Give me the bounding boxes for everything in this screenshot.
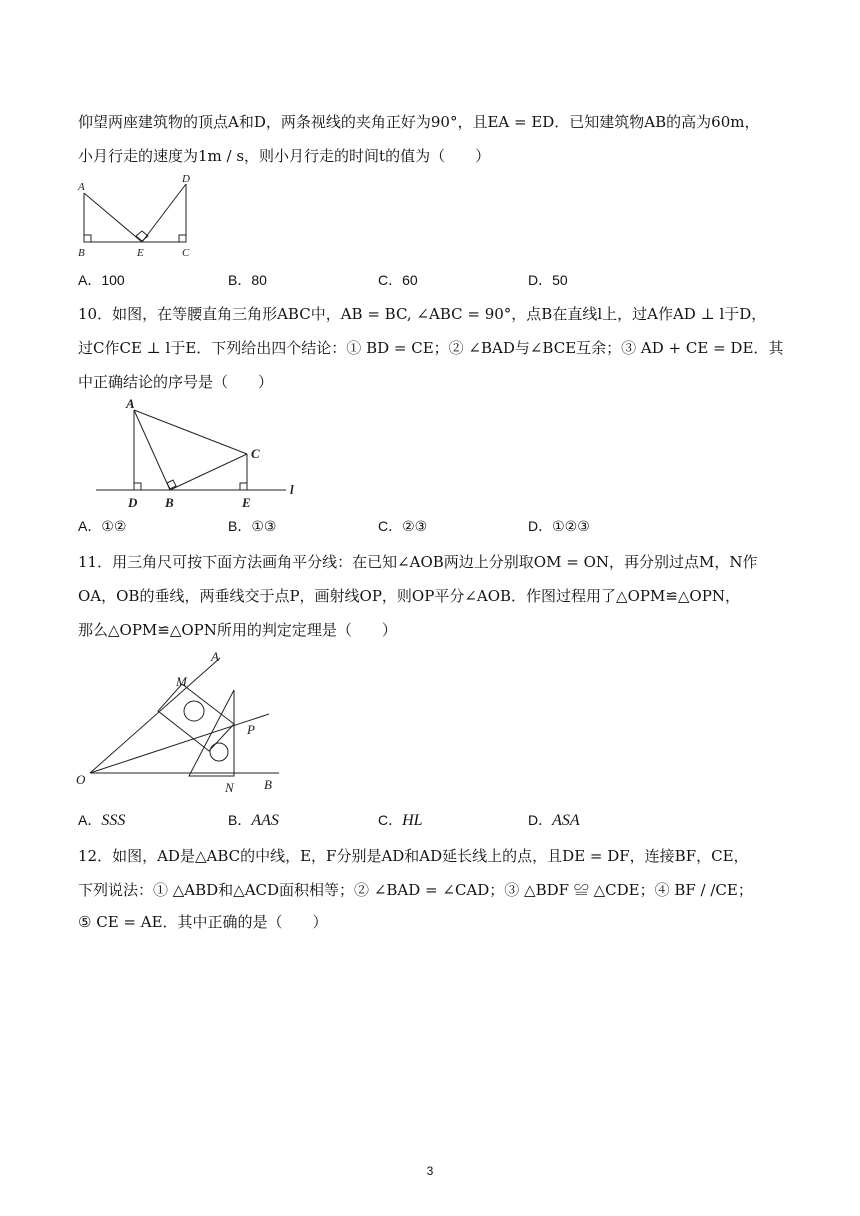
q11-label-m: M (176, 674, 187, 689)
q9-text-line2: 小月行走的速度为1m / s，则小月行走的时间t的值为（ ） (78, 147, 491, 165)
q11-option-b-value: AAS (251, 812, 279, 829)
q10-label-d: D (128, 495, 138, 510)
q11-option-a[interactable] (78, 810, 125, 831)
q11-option-a-letter: A． (78, 812, 102, 828)
q12-text-line2: 下列说法：① △ABD和△ACD面积相等；② ∠BAD = ∠CAD；③ △BDF ≌ △CDE；④ BF / /CE； (78, 881, 753, 899)
q10-text-line2: 过C作CE ⊥ l于E．下列给出四个结论：① BD = CE；② ∠BAD与∠BCE互余；③ AD + CE = DE．其 (78, 339, 784, 357)
q11-label-n: N (225, 780, 234, 795)
q10-label-l: l (290, 482, 294, 497)
q10-text-line3: 中正确结论的序号是（ ） (78, 373, 274, 391)
q9-label-e: E (137, 247, 144, 259)
q10-label-e: E (242, 495, 251, 510)
q11-label-p: P (247, 722, 255, 737)
q9-label-a: A (78, 181, 85, 193)
q9-label-d: D (182, 173, 190, 185)
q12-text-line3: ⑤ CE = AE．其中正确的是（ ） (78, 913, 328, 931)
q11-label-b: B (264, 777, 272, 792)
q11-option-c-value: HL (402, 812, 423, 829)
q11-label-o: O (76, 772, 86, 787)
q9-figure (76, 172, 206, 260)
q9-option-d[interactable]: D．50 (528, 272, 568, 288)
q9-option-a[interactable]: A．100 (78, 272, 125, 288)
q11-option-a-value: SSS (101, 812, 126, 829)
q9-option-b[interactable]: B．80 (228, 272, 267, 288)
q11-figure (74, 648, 294, 798)
q11-option-c-letter: C． (378, 812, 403, 828)
q10-label-c: C (251, 446, 260, 461)
q10-option-b[interactable]: B．①③ (228, 518, 277, 534)
q11-options (78, 810, 778, 830)
q9-text-line1: 仰望两座建筑物的顶点A和D，两条视线的夹角正好为90°，且EA = ED．已知建筑物AB的高为60m， (78, 113, 760, 131)
q10-option-a[interactable]: A．①② (78, 518, 127, 534)
q10-label-b: B (165, 495, 174, 510)
q10-option-d[interactable]: D．①②③ (528, 518, 590, 534)
q11-option-c[interactable] (378, 810, 423, 831)
q11-option-d-letter: D． (528, 812, 553, 828)
q11-text-line2: OA，OB的垂线，两垂线交于点P，画射线OP，则OP平分∠AOB．作图过程用了△OPM≌△OPN， (78, 587, 740, 605)
q11-option-b[interactable] (228, 810, 279, 831)
q9-label-b: B (78, 247, 85, 259)
q11-option-d[interactable] (528, 810, 580, 831)
q12-text-line1: 12．如图，AD是△ABC的中线，E，F分别是AD和AD延长线上的点，且DE = DF，连接BF，CE， (78, 847, 749, 865)
q9-label-c: C (182, 247, 190, 259)
q11-option-b-letter: B． (228, 812, 252, 828)
q11-text-line1: 11．用三角尺可按下面方法画角平分线：在已知∠AOB两边上分别取OM = ON，再分别过点M，N作 (78, 553, 758, 571)
q10-label-a: A (126, 396, 135, 411)
q10-option-c[interactable]: C．②③ (378, 518, 428, 534)
q11-option-d-value: ASA (552, 812, 580, 829)
page-number: 3 (426, 1164, 434, 1178)
q10-figure (90, 394, 310, 512)
q11-text-line3: 那么△OPM≌△OPN所用的判定定理是（ ） (78, 621, 397, 639)
q10-text-line1: 10．如图，在等腰直角三角形ABC中，AB = BC, ∠ABC = 90°，点B在直线l上，过A作AD ⊥ l于D， (78, 305, 767, 323)
q11-label-a: A (211, 649, 219, 664)
q10-options (78, 516, 778, 536)
q9-options (78, 270, 778, 290)
q9-option-c[interactable]: C．60 (378, 272, 418, 288)
